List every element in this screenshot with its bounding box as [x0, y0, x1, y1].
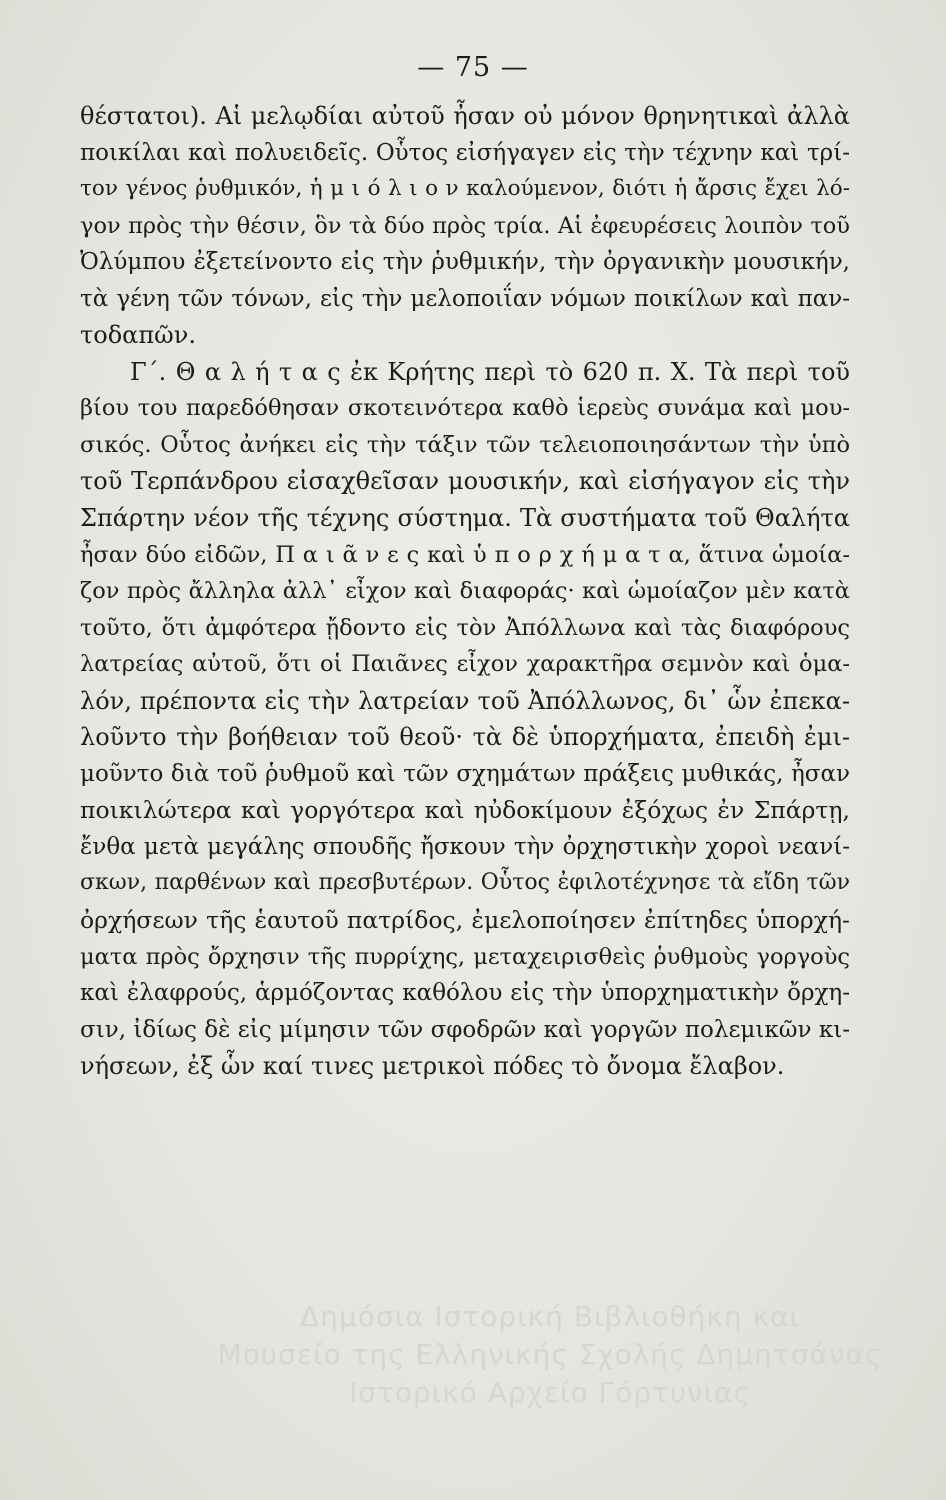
text-line: ἔνθα μετὰ μεγάλης σπουδῆς ἤσκουν τὴν ὀρχηστικὴν χοροὶ νεανί-: [80, 833, 850, 860]
text-line: τοδαπῶν.: [80, 321, 196, 350]
text-line: ματα πρὸς ὄρχησιν τῆς πυρρίχης, μεταχειρισθεὶς ῥυθμοὺς γοργοὺς: [80, 943, 850, 970]
watermark-line: Δημόσια Ιστορική Βιβλιοθήκη και: [300, 1300, 800, 1333]
text-line: ποικίλαι καὶ πολυειδεῖς. Οὗτος εἰσήγαγεν εἰς τὴν τέχνην καὶ τρί-: [80, 139, 850, 166]
section-heading-line: Γ΄. Θ α λ ή τ α ς ἐκ Κρήτης περὶ τὸ 620 π. Χ. Τὰ περὶ τοῦ: [130, 357, 850, 386]
page-number: — 75 —: [417, 52, 529, 83]
text-line: σιν, ἰδίως δὲ εἰς μίμησιν τῶν σφοδρῶν καὶ γοργῶν πολεμικῶν κι-: [80, 1016, 850, 1043]
text-line: νήσεων, ἐξ ὧν καί τινες μετρικοὶ πόδες τὸ ὄνομα ἔλαβον.: [80, 1052, 785, 1081]
text-line: λατρείας αὐτοῦ, ὅτι οἱ Παιᾶνες εἶχον χαρακτῆρα σεμνὸν καὶ ὁμα-: [80, 651, 850, 678]
text-line: ζον πρὸς ἄλληλα ἀλλ᾽ εἶχον καὶ διαφοράς· καὶ ὡμοίαζον μὲν κατὰ: [80, 578, 850, 605]
text-line: λοῦντο τὴν βοήθειαν τοῦ θεοῦ· τὰ δὲ ὑπορχήματα, ἐπειδὴ ἐμι-: [80, 723, 850, 752]
text-line: γον πρὸς τὴν θέσιν, ὃν τὰ δύο πρὸς τρία. Αἱ ἐφευρέσεις λοιπὸν τοῦ: [80, 212, 850, 239]
text-line: τον γένος ῥυθμικόν, ἡ μ ι ό λ ι ο ν καλούμενον, διότι ἡ ἄρσις ἔχει λό-: [80, 176, 850, 202]
text-line: σκων, παρθένων καὶ πρεσβυτέρων. Οὗτος ἐφιλοτέχνησε τὰ εἴδη τῶν: [80, 870, 850, 896]
text-line: τὰ γένη τῶν τόνων, εἰς τὴν μελοποιΐαν νόμων ποικίλων καὶ παν-: [80, 285, 850, 312]
text-line: Σπάρτην νέον τῆς τέχνης σύστημα. Τὰ συστήματα τοῦ Θαλήτα: [80, 504, 850, 533]
body-text: [80, 98, 850, 1085]
text-line: τοῦ Τερπάνδρου εἰσαχθεῖσαν μουσικήν, καὶ εἰσήγαγον εἰς τὴν: [80, 467, 850, 496]
text-line: βίου του παρεδόθησαν σκοτεινότερα καθὸ ἱερεὺς συνάμα καὶ μου-: [80, 395, 850, 422]
text-line: ἦσαν δύο εἰδῶν, Π α ι ᾶ ν ε ς καὶ ὑ π ο ρ χ ή μ α τ α, ἅτινα ὡμοία-: [80, 541, 850, 568]
text-line: καὶ ἐλαφρούς, ἁρμόζοντας καθόλου εἰς τὴν ὑπορχηματικὴν ὄρχη-: [80, 980, 850, 1007]
text-line: ὀρχήσεων τῆς ἑαυτοῦ πατρίδος, ἐμελοποίησεν ἐπίτηδες ὑπορχή-: [80, 906, 850, 935]
watermark-line: Μουσείο της Ελληνικής Σχολής Δημητσάνας: [217, 1338, 883, 1371]
text-line: ποικιλώτερα καὶ γοργότερα καὶ ηὐδοκίμουν ἐξόχως ἐν Σπάρτῃ,: [80, 796, 850, 825]
text-line: σικός. Οὗτος ἀνήκει εἰς τὴν τάξιν τῶν τελειοποιησάντων τὴν ὑπὸ: [80, 431, 850, 458]
text-line: τοῦτο, ὅτι ἀμφότερα ᾔδοντο εἰς τὸν Ἀπόλλωνα καὶ τὰς διαφόρους: [80, 614, 850, 641]
text-line: θέστατοι). Αἱ μελῳδίαι αὐτοῦ ἦσαν οὐ μόνον θρηνητικαὶ ἀλλὰ: [80, 102, 850, 130]
library-watermark: [200, 1298, 900, 1412]
text-line: Ὀλύμπου ἐξετείνοντο εἰς τὴν ῥυθμικήν, τὴν ὀργανικὴν μουσικήν,: [80, 249, 850, 276]
text-line: μοῦντο διὰ τοῦ ῥυθμοῦ καὶ τῶν σχημάτων πράξεις μυθικάς, ἦσαν: [80, 760, 850, 787]
watermark-line: Ιστορικό Αρχείο Γόρτυνιας: [348, 1376, 752, 1409]
text-line: λόν, πρέποντα εἰς τὴν λατρείαν τοῦ Ἀπόλλωνος, δι᾽ ὧν ἐπεκα-: [80, 686, 850, 715]
